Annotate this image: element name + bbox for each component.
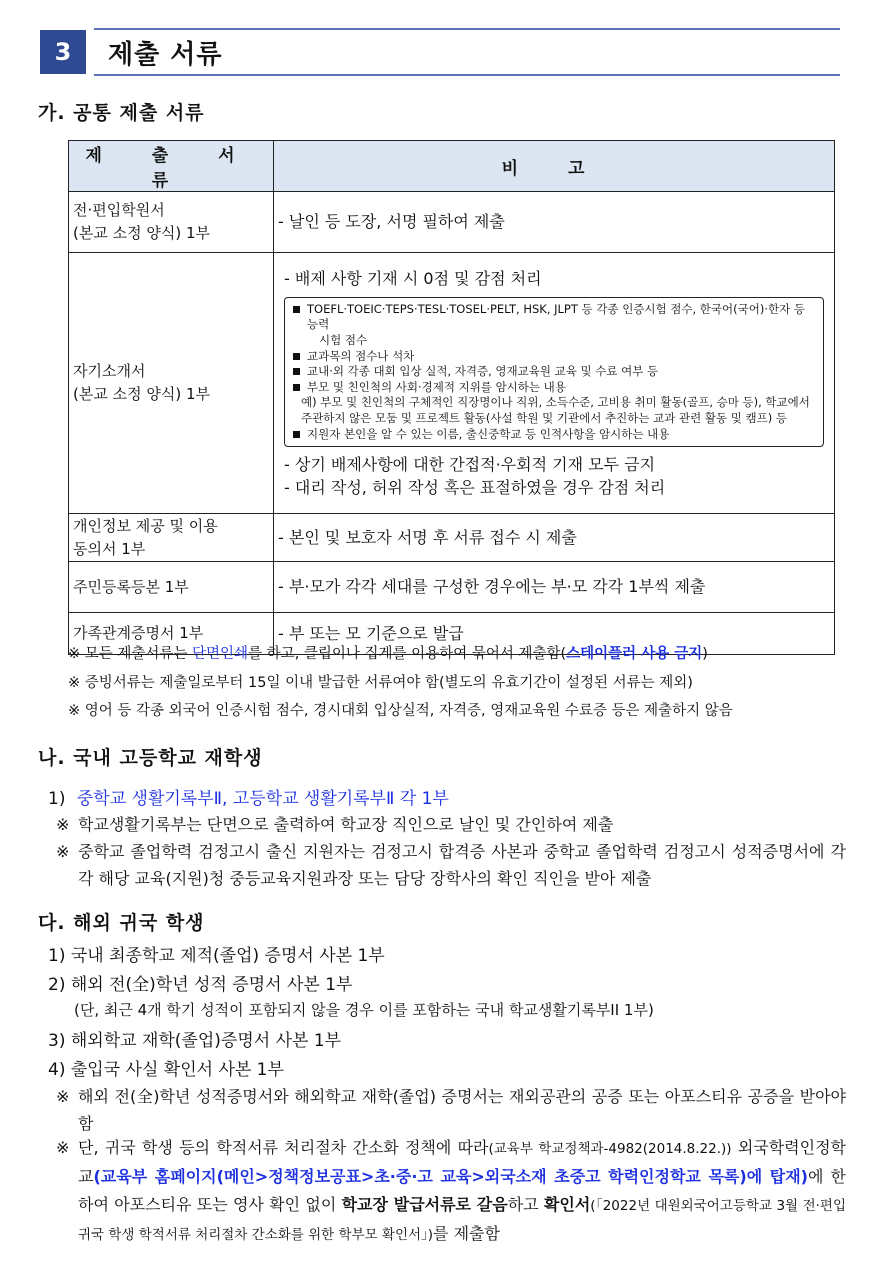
header-rule-bottom	[94, 74, 840, 76]
square-bullet-icon	[293, 384, 300, 391]
column-header-documents: 제 출 서 류	[69, 141, 274, 192]
list-item-continuation: 시험 점수	[319, 333, 368, 348]
table-header-row	[69, 141, 835, 192]
section-c-item-2-note: (단, 최근 4개 학기 성적이 포함되지 않을 경우 이를 포함하는 국내 학교생활기록부II 1부)	[74, 1001, 654, 1019]
remark-cell	[274, 253, 835, 514]
remark-cell: - 날인 등 도장, 서명 필하여 제출	[274, 192, 835, 253]
documents-table	[68, 140, 835, 655]
header-rule-top	[94, 28, 840, 30]
section-c-item-2: 2) 해외 전(全)학년 성적 증명서 사본 1부	[48, 975, 353, 995]
doc-form: (본교 소정 양식) 1부	[73, 385, 210, 403]
doc-form: 동의서 1부	[73, 539, 146, 558]
section-b-item-1	[48, 784, 449, 809]
page-title: 제출 서류	[108, 40, 223, 70]
list-item: 지원자 본인을 알 수 있는 이름, 출신중학교 등 인적사항을 암시하는 내용	[293, 427, 815, 443]
exclusion-list-box	[284, 297, 824, 447]
list-item: 부모 및 친인척의 사회·경제적 지위를 암시하는 내용	[293, 380, 815, 396]
list-item: 교과목의 점수나 석차	[293, 349, 815, 365]
section-c-note-1: ※ 해외 전(全)학년 성적증명서와 해외학교 재학(졸업) 증명서는 재외공관의 공증 또는 아포스티유 공증을 받아야 함	[56, 1087, 846, 1133]
list-item: TOEFL·TOEIC·TEPS·TESL·TOSEL·PELT, HSK, JLPT 등 각종 인증시험 점수, 한국어(국어)·한자 등 능력	[293, 302, 815, 333]
section-b-heading: 나. 국내 고등학교 재학생	[38, 747, 263, 769]
table-row	[69, 562, 835, 613]
section-c-heading: 다. 해외 귀국 학생	[38, 912, 205, 934]
section-c-note-2: ※ 단, 귀국 학생 등의 학적서류 처리절차 간소화 정책에 따라(교육부 학교정책과-4982(2014.8.22.)) 외국학력인정학교(교육부 홈페이지(메인>정책정보공표>초·중·고 교육>외국소재 초중고 학력인정학교 목록)에 탑재)에 한하여 아포스티유 또는 영사 확인 없이 학교장 발급서류로 갈음하고 확인서(「2022년 대원외국어고등학교 3월 전·편입 귀국 학생 학적서류 처리절차 간소화를 위한 학부모 확인서」)를 제출함	[56, 1138, 847, 1243]
remark-cell: - 부·모가 각각 세대를 구성한 경우에는 부·모 각각 1부씩 제출	[274, 562, 835, 613]
section-c-item-3: 3) 해외학교 재학(졸업)증명서 사본 1부	[48, 1031, 342, 1051]
note-line: ※ 모든 제출서류는 단면인쇄를 하고, 클립이나 집게를 이용하여 묶어서 제출함(스테이플러 사용 금지)	[68, 646, 708, 662]
remark-cell: - 부 또는 모 기준으로 발급	[274, 613, 835, 655]
square-bullet-icon	[293, 353, 300, 360]
table-row	[69, 192, 835, 253]
section-c-item-1: 1) 국내 최종학교 제적(졸업) 증명서 사본 1부	[48, 946, 385, 966]
list-item: 교내·외 각종 대회 입상 실적, 자격증, 영재교육원 교육 및 수료 여부 등	[293, 364, 815, 380]
item-number: 1)	[48, 789, 66, 809]
remark-line: - 배제 사항 기재 시 0점 및 감점 처리	[284, 268, 542, 288]
remark-cell: - 본인 및 보호자 서명 후 서류 접수 시 제출	[274, 514, 835, 562]
table-row	[69, 514, 835, 562]
doc-cell: 주민등록등본 1부	[69, 562, 274, 613]
square-bullet-icon	[293, 368, 300, 375]
item-text: 중학교 생활기록부Ⅱ, 고등학교 생활기록부Ⅱ 각 1부	[76, 789, 449, 809]
section-b-note-1: ※ 학교생활기록부는 단면으로 출력하여 학교장 직인으로 날인 및 간인하여 제출	[56, 815, 614, 834]
doc-cell	[69, 192, 274, 253]
doc-cell	[69, 514, 274, 562]
section-b-note-2: ※ 중학교 졸업학력 검정고시 출신 지원자는 검정고시 합격증 사본과 중학교 졸업학력 검정고시 성적증명서에 각각 해당 교육(지원)청 중등교육지원과장 또는 담당 장학사의 확인 직인을 받아 제출	[56, 842, 846, 888]
section-header	[40, 26, 840, 76]
remark-line: - 대리 작성, 허위 작성 혹은 표절하였을 경우 감점 처리	[284, 478, 666, 498]
note-line: ※ 영어 등 각종 외국어 인증시험 점수, 경시대회 입상실적, 자격증, 영재교육원 수료증 등은 제출하지 않음	[68, 703, 733, 719]
doc-name: 자기소개서	[73, 362, 146, 380]
section-a-notes	[68, 640, 733, 726]
doc-cell: 가족관계증명서 1부	[69, 613, 274, 655]
section-number-badge: 3	[40, 30, 86, 74]
section-c-item-4: 4) 출입국 사실 확인서 사본 1부	[48, 1060, 284, 1080]
section-a-heading: 가. 공통 제출 서류	[38, 102, 205, 124]
table-row	[69, 253, 835, 514]
square-bullet-icon	[293, 306, 300, 313]
square-bullet-icon	[293, 431, 300, 438]
doc-name: 전·편입학원서	[73, 201, 165, 219]
list-item-example: 예) 부모 및 친인척의 구체적인 직장명이나 직위, 소득수준, 고비용 취미 활동(골프, 승마 등), 학교에서 주관하지 않은 모둠 및 프로젝트 활동(사설 학원 및 기관에서 추진하는 교과 관련 활동 및 캠프) 등	[301, 395, 810, 425]
remark-line: - 상기 배제사항에 대한 간접적·우회적 기재 모두 금지	[284, 455, 656, 475]
doc-form: (본교 소정 양식) 1부	[73, 224, 210, 242]
doc-cell	[69, 253, 274, 514]
note-line: ※ 증빙서류는 제출일로부터 15일 이내 발급한 서류여야 함(별도의 유효기간이 설정된 서류는 제외)	[68, 674, 693, 691]
doc-name: 개인정보 제공 및 이용	[73, 516, 218, 535]
column-header-remarks: 비 고	[274, 141, 835, 192]
